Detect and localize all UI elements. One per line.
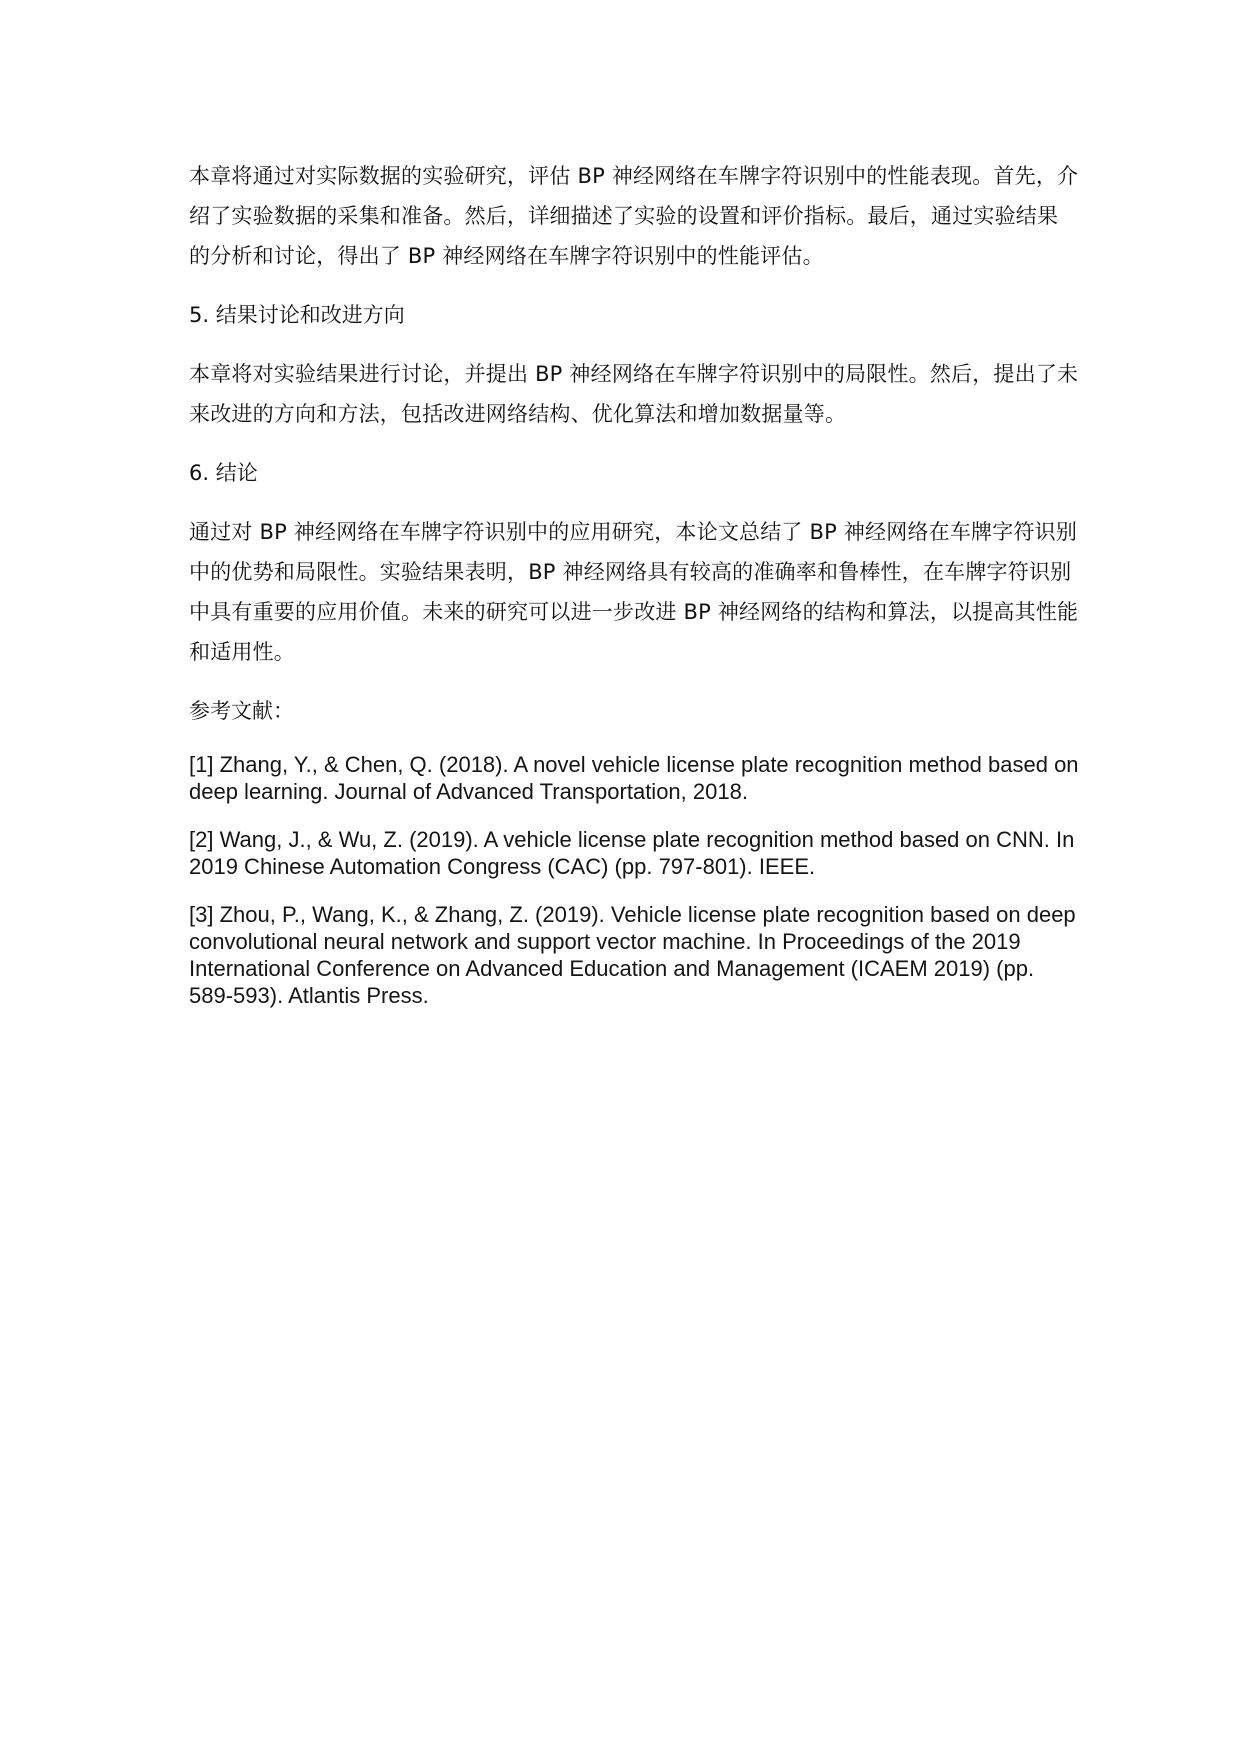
chapter5-summary-paragraph: 本章将对实验结果进行讨论，并提出 BP 神经网络在车牌字符识别中的局限性。然后，提出了未来改进的方向和方法，包括改进网络结构、优化算法和增加数据量等。 <box>189 362 1079 426</box>
reference-item: [2] Wang, J., & Wu, Z. (2019). A vehicle license plate recognition method based on CNN. In 2019 Chinese Automation Congress (CAC) (pp. 797-801). IEEE. <box>189 827 1075 879</box>
document-page <box>189 156 1079 1030</box>
references-list <box>189 751 1079 1009</box>
references-title: 参考文献： <box>189 699 294 723</box>
section-5-heading: 5. 结果讨论和改进方向 <box>189 303 405 327</box>
reference-item: [3] Zhou, P., Wang, K., & Zhang, Z. (2019). Vehicle license plate recognition based on deep convolutional neural network and support vector machine. In Proceedings of the 2019 International Conference on Advanced Education and Management (ICAEM 2019) (pp. 589-593). Atlantis Press. <box>189 902 1076 1008</box>
reference-item: [1] Zhang, Y., & Chen, Q. (2018). A novel vehicle license plate recognition method based on deep learning. Journal of Advanced Transportation, 2018. <box>189 752 1079 804</box>
section-6-heading: 6. 结论 <box>189 461 258 485</box>
chapter4-summary-paragraph: 本章将通过对实际数据的实验研究，评估 BP 神经网络在车牌字符识别中的性能表现。首先，介绍了实验数据的采集和准备。然后，详细描述了实验的设置和评价指标。最后，通过实验结果的分析和讨论，得出了 BP 神经网络在车牌字符识别中的性能评估。 <box>189 164 1079 268</box>
conclusion-paragraph: 通过对 BP 神经网络在车牌字符识别中的应用研究，本论文总结了 BP 神经网络在车牌字符识别中的优势和局限性。实验结果表明，BP 神经网络具有较高的准确率和鲁棒性，在车牌字符识别中具有重要的应用价值。未来的研究可以进一步改进 BP 神经网络的结构和算法，以提高其性能和适用性。 <box>189 520 1079 664</box>
